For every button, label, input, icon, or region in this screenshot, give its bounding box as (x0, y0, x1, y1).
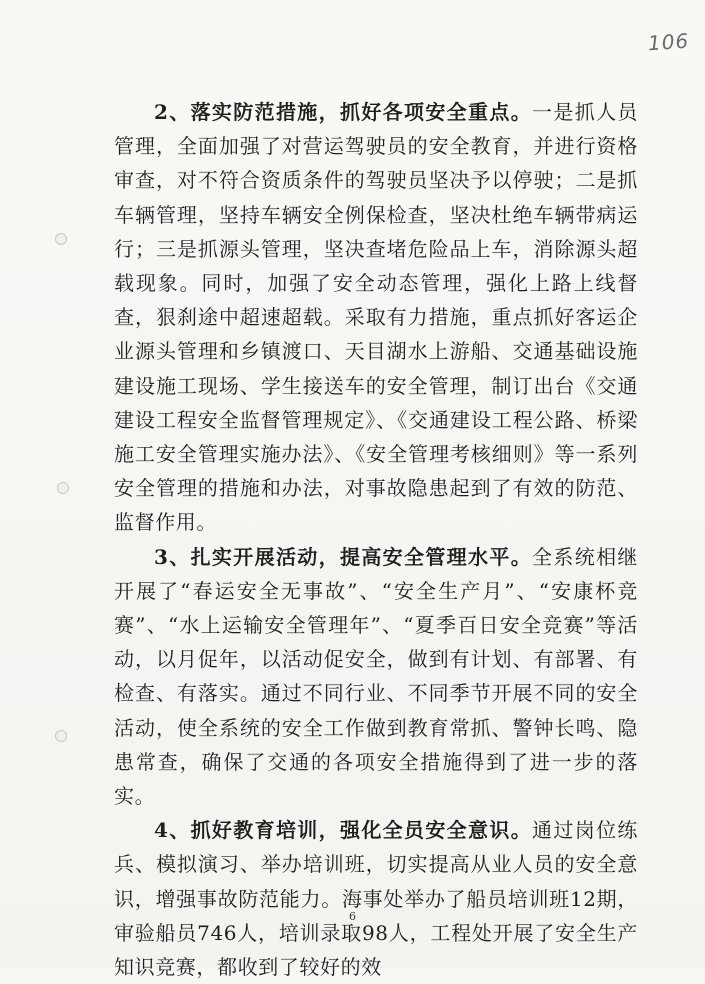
paragraph-text: 全系统相继开展了“春运安全无事故”、“安全生产月”、“安康杯竞赛”、“水上运输安全管理年”、“夏季百日安全竞赛”等活动，以月促年，以活动促安全，做到有计划、有部署、有检查、有落实。通过不同行业、不同季节开展不同的安全活动，使全系统的安全工作做到教育常抓、警钟长鸣、隐患常查，确保了交通的各项安全措施得到了进一步的落实。 (114, 544, 639, 809)
handwritten-page-number: 106 (647, 28, 690, 56)
binding-hole (55, 233, 67, 245)
paragraph-text: 通过岗位练兵、模拟演习、举办培训班，切实提高从业人员的安全意识，增强事故防范能力。海事处举办了船员培训班12期，审验船员746人，培训录取98人，工程处开展了安全生产知识竞赛，都收到了较好的效 (114, 818, 639, 980)
paragraph-heading: 4、抓好教育培训，强化全员安全意识。 (154, 818, 533, 843)
page-number: 6 (349, 910, 356, 923)
paragraph-text: 一是抓人员管理，全面加强了对营运驾驶员的安全教育，并进行资格审查，对不符合资质条件的驾驶员坚决予以停驶；二是抓车辆管理，坚持车辆安全例保检查，坚决杜绝车辆带病运行；三是抓源头管理，坚决查堵危险品上车，消除源头超载现象。同时，加强了安全动态管理，强化上路上线督查，狠刹途中超速超载。采取有力措施，重点抓好客运企业源头管理和乡镇渡口、天目湖水上游船、交通基础设施建设施工现场、学生接送车的安全管理，制订出台《交通建设工程安全监督管理规定》、《交通建设工程公路、桥梁施工安全管理实施办法》、《安全管理考核细则》等一系列安全管理的措施和办法，对事故隐患起到了有效的防范、监督作用。 (114, 100, 639, 535)
body-content (114, 95, 638, 984)
paragraph-heading: 3、扎实开展活动，提高安全管理水平。 (154, 544, 533, 569)
binding-hole (57, 482, 69, 494)
paragraph-heading: 2、落实防范措施，抓好各项安全重点。 (154, 100, 533, 124)
binding-hole (55, 730, 67, 742)
paragraph-safety-activities (114, 540, 638, 814)
paragraph-education-training (114, 813, 638, 984)
paragraph-safety-measures (114, 95, 638, 540)
